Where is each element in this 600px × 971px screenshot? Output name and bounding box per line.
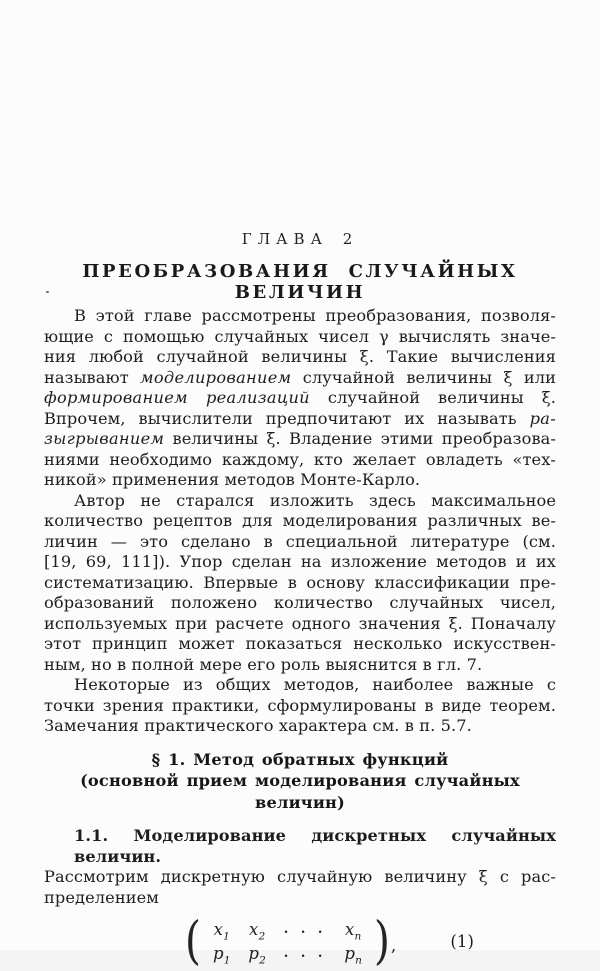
- paragraph-intro: [44, 306, 556, 491]
- text-line: этот принцип может показаться несколько искусствен-: [44, 634, 556, 653]
- text-line: называют моделированием случайной величины ξ или: [44, 367, 556, 387]
- chapter-title: ПРЕОБРАЗОВАНИЯ СЛУЧАЙНЫХ ВЕЛИЧИН: [82, 261, 518, 303]
- text-line: Автор не старался изложить здесь максимальное: [74, 490, 556, 510]
- text-line: формированием реализаций случайной величины ξ.: [44, 388, 556, 407]
- distribution-matrix: [184, 909, 397, 971]
- text-line: ным, но в полной мере его роль выяснится в гл. 7.: [44, 654, 483, 674]
- text-line: В этой главе рассмотрены преобразования, позволя-: [74, 306, 556, 325]
- left-paren: (: [184, 909, 202, 971]
- matrix-cells: [204, 918, 371, 966]
- equation-number: (1): [450, 931, 474, 951]
- text-line: используемых при расчете одного значения ξ. Поначалу: [44, 613, 556, 633]
- section-heading-line-2: (основной прием моделирования случайных величин): [80, 771, 520, 812]
- matrix-cell: $p_2$: [248, 944, 266, 967]
- text-line: пределением: [44, 887, 159, 907]
- paragraph-subsection-1-1: [44, 826, 556, 908]
- matrix-cell: $p_n$: [344, 944, 362, 967]
- paragraph-author: [44, 491, 556, 676]
- matrix-row: [204, 918, 371, 942]
- right-paren: ): [373, 909, 390, 971]
- text-line: никой» применения методов Монте-Карло.: [44, 470, 421, 489]
- matrix-cell: $p_1$: [213, 944, 231, 967]
- text-line: образований положено количество случайных чисел,: [44, 593, 556, 612]
- formula-comma: ,: [390, 935, 397, 956]
- matrix-cell: $x_1$: [213, 920, 230, 943]
- matrix-cell: $x_2$: [249, 920, 266, 943]
- chapter-label: ГЛАВА 2: [241, 230, 359, 248]
- matrix-cell: $x_n$: [345, 920, 362, 943]
- matrix-cell: . . .: [283, 922, 327, 937]
- text-line: ния любой случайной величины ξ. Такие вычисления: [44, 347, 556, 366]
- matrix-row: [204, 942, 371, 966]
- text-line: Некоторые из общих методов, наиболее важные с: [74, 675, 556, 694]
- section-heading: [44, 749, 556, 814]
- text-line: количество рецептов для моделирования различных ве-: [44, 511, 556, 530]
- matrix-cell: . . .: [283, 946, 327, 961]
- equation-1: [44, 909, 556, 971]
- text-line: точки зрения практики, сформулированы в виде теорем.: [44, 695, 556, 715]
- text-line: Рассмотрим дискретную случайную величину ξ с рас-: [44, 867, 556, 886]
- paragraph-theorems: [44, 675, 556, 737]
- text-line: систематизацию. Впервые в основу классификации пре-: [44, 572, 556, 592]
- text-line: ющие с помощью случайных чисел γ вычислять значе-: [44, 326, 556, 346]
- section-heading-line-1: § 1. Метод обратных функций: [151, 749, 449, 769]
- text-line: Замечания практического характера см. в п. 5.7.: [44, 716, 472, 735]
- text-line: зыгрыванием величины ξ. Владение этими преобразова-: [44, 429, 556, 448]
- text-line: 1.1. Моделирование дискретных случайных величин.: [74, 826, 556, 866]
- text-line: ниями необходимо каждому, кто желает овладеть «тех-: [44, 449, 556, 469]
- body-text: [44, 306, 556, 971]
- text-line: [19, 69, 111]). Упор сделан на изложение методов и их: [44, 552, 556, 571]
- text-line: Впрочем, вычислители предпочитают их называть ра-: [44, 408, 556, 428]
- text-line: личин — это сделано в специальной литературе (см.: [44, 531, 556, 551]
